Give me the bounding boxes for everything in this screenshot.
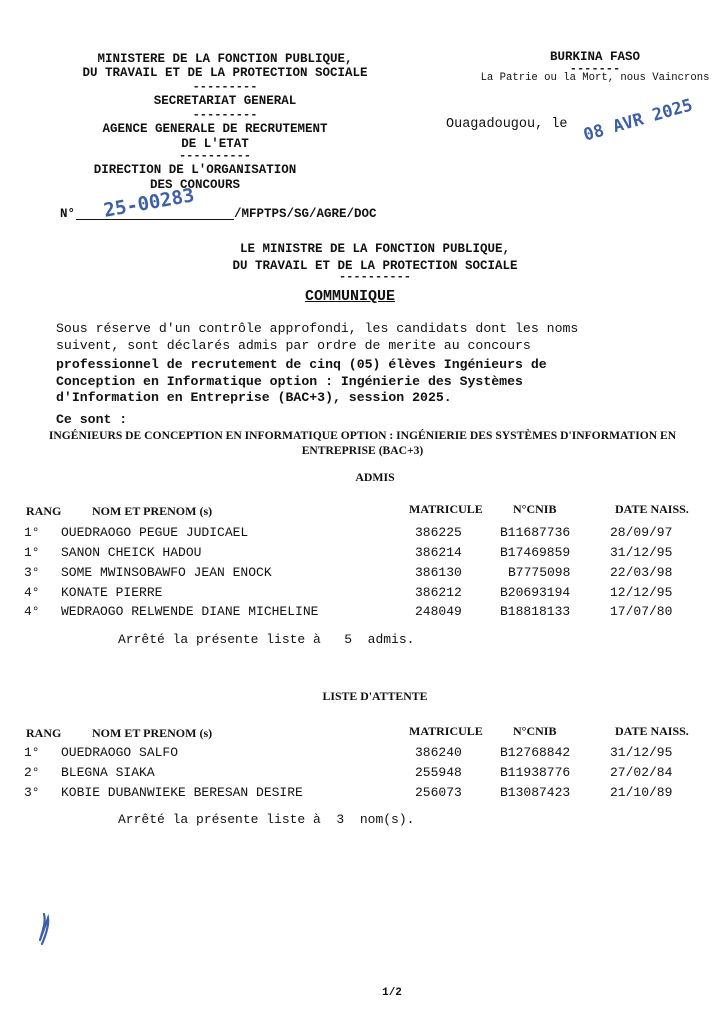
col-matricule: MATRICULE [409,724,483,738]
cell-date: 21/10/89 [610,785,673,800]
cell-nom: OUEDRAOGO PEGUE JUDICAEL [61,525,249,540]
cell-cnib: B12768842 [500,745,571,760]
attente-closing: Arrêté la présente liste à 3 nom(s). [118,812,415,827]
agency-line-2: DE L'ETAT [181,137,249,151]
cell-nom: WEDRAOGO RELWENDE DIANE MICHELINE [61,604,319,619]
cell-date: 31/12/95 [610,745,673,760]
col-cnib: N°CNIB [513,724,557,738]
cell-cnib: B11687736 [500,525,571,540]
separator: ---------- [178,149,251,163]
cell-cnib: B17469859 [500,545,571,560]
col-date: DATE NAISS. [615,502,689,516]
col-date: DATE NAISS. [615,724,689,738]
col-nom: NOM ET PRENOM (s) [92,504,213,518]
intro-line: d'Information en Entreprise (BAC+3), session 2025. [56,390,452,405]
cell-matricule: 256073 [415,785,462,800]
cell-nom: SOME MWINSOBAWFO JEAN ENOCK [61,565,272,580]
ref-number-stamp: 25-00283 [102,184,197,222]
intro-line: Sous réserve d'un contrôle approfondi, les candidats dont les noms [56,321,579,336]
cell-nom: SANON CHEICK HADOU [61,545,202,560]
section-title-line-2: ENTREPRISE (BAC+3) [301,444,424,457]
col-rang: RANG [26,504,62,518]
issuer-line-1: LE MINISTRE DE LA FONCTION PUBLIQUE, [239,242,511,256]
cell-matricule: 386130 [415,565,462,580]
place-date: Ouagadougou, le [446,117,568,132]
ministry-line-1: MINISTERE DE LA FONCTION PUBLIQUE, [97,52,353,66]
col-matricule: MATRICULE [409,502,483,516]
cell-matricule: 255948 [415,765,462,780]
cell-date: 12/12/95 [610,585,673,600]
country: BURKINA FASO [549,50,640,64]
cell-matricule: 386214 [415,545,462,560]
separator: ------- [569,62,621,76]
col-rang: RANG [26,726,62,740]
cell-matricule: 386240 [415,745,462,760]
date-stamp: 08 AVR 2025 [581,95,695,146]
separator: ---------- [338,270,411,284]
intro-line: professionnel de recrutement de cinq (05) élèves Ingénieurs de [56,357,547,372]
motto: La Patrie ou la Mort, nous Vaincrons [480,72,710,84]
handwritten-mark-icon [34,910,58,950]
page-number: 1/2 [382,987,402,999]
issuer-line-2: DU TRAVAIL ET DE LA PROTECTION SOCIALE [232,259,518,273]
separator: --------- [192,80,258,94]
cell-date: 17/07/80 [610,604,673,619]
cell-cnib: B11938776 [500,765,571,780]
cell-matricule: 248049 [415,604,462,619]
admis-closing: Arrêté la présente liste à 5 admis. [118,632,415,647]
direction-line-2: DES CONCOURS [149,178,240,192]
cell-date: 31/12/95 [610,545,673,560]
separator: --------- [192,108,258,122]
cell-cnib: B20693194 [500,585,571,600]
cell-cnib: B13087423 [500,785,571,800]
cell-date: 27/02/84 [610,765,673,780]
cell-rang: 4° [24,585,40,600]
col-cnib: N°CNIB [513,502,557,516]
cell-rang: 1° [24,545,40,560]
secretariat: SECRETARIAT GENERAL [153,94,297,108]
cell-nom: KOBIE DUBANWIEKE BERESAN DESIRE [61,785,303,800]
intro-line: Ce sont : [56,412,128,427]
ref-underline [76,219,234,220]
cell-matricule: 386225 [415,525,462,540]
section-title-line-1: INGÉNIEURS DE CONCEPTION EN INFORMATIQUE OPTION : INGÉNIERIE DES SYSTÈMES D'INFORMATION EN [48,429,677,442]
cell-nom: KONATE PIERRE [61,585,163,600]
ministry-line-2: DU TRAVAIL ET DE LA PROTECTION SOCIALE [82,66,368,80]
attente-heading: LISTE D'ATTENTE [322,689,428,703]
agency-line-1: AGENCE GENERALE DE RECRUTEMENT [102,122,328,136]
intro-line: Conception en Informatique option : Ingénierie des Systèmes [56,374,523,389]
ref-suffix: /MFPTPS/SG/AGRE/DOC [234,207,377,221]
cell-rang: 1° [24,525,40,540]
cell-date: 22/03/98 [610,565,673,580]
cell-date: 28/09/97 [610,525,673,540]
direction-line-1: DIRECTION DE L'ORGANISATION [93,163,297,177]
cell-rang: 3° [24,785,40,800]
page-title: COMMUNIQUE [304,288,395,305]
cell-nom: BLEGNA SIAKA [61,765,155,780]
admis-heading: ADMIS [355,470,395,484]
cell-nom: OUEDRAOGO SALFO [61,745,179,760]
cell-matricule: 386212 [415,585,462,600]
cell-rang: 3° [24,565,40,580]
ref-prefix: N° [60,207,76,221]
cell-cnib: B18818133 [500,604,571,619]
cell-rang: 1° [24,745,40,760]
cell-rang: 4° [24,604,40,619]
cell-rang: 2° [24,765,40,780]
intro-line: suivent, sont déclarés admis par ordre de merite au concours [56,338,531,353]
cell-cnib: B7775098 [508,565,571,580]
col-nom: NOM ET PRENOM (s) [92,726,213,740]
